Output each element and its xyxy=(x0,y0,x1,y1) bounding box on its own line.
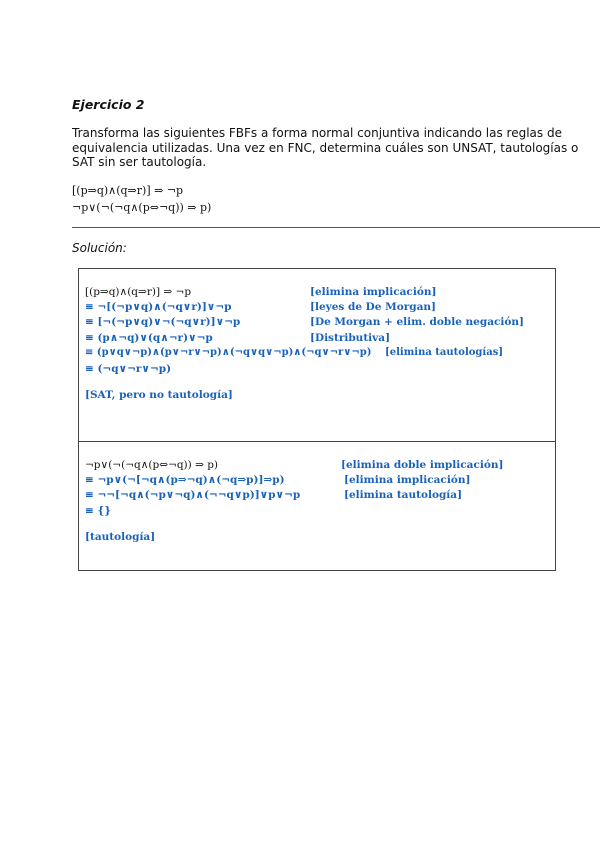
formula-2: ¬p∨(¬(¬q∧(p⇔¬q)) ⇒ p) xyxy=(72,201,212,214)
derivation-formula: ≡ [¬(¬p∨q)∨¬(¬q∨r)]∨¬p xyxy=(85,316,241,328)
derivation-formula: ≡ ¬¬[¬q∧(¬p∨¬q)∧(¬¬q∨p)]∨p∨¬p xyxy=(85,489,301,501)
derivation-formula: ≡ (¬q∨¬r∨¬p) xyxy=(85,363,172,375)
exercise-statement: Transforma las siguientes FBFs a forma normal conjuntiva indicando las reglas de equivalencia utilizadas. Una vez en FNC, determina cuáles son UNSAT, tautologías o SAT sin ser tautología. xyxy=(72,126,579,169)
rule-annotation: [elimina doble implicación] xyxy=(341,459,504,471)
rule-annotation: [elimina implicación] xyxy=(310,286,437,298)
rule-annotation: [elimina tautología] xyxy=(344,489,463,501)
derivation-formula: ≡ (p∨q∨¬p)∧(p∨¬r∨¬p)∧(¬q∨q∨¬p)∧(¬q∨¬r∨¬p) xyxy=(85,347,372,358)
rule-annotation: [elimina tautologías] xyxy=(385,347,504,358)
conclusion: [tautología] xyxy=(85,531,156,543)
rule-annotation: [Distributiva] xyxy=(310,332,391,344)
exercise-title: Ejercicio 2 xyxy=(72,97,145,112)
rule-annotation: [leyes de De Morgan] xyxy=(310,301,437,313)
derivation-formula: ¬p∨(¬(¬q∧(p⇔¬q)) ⇒ p) xyxy=(85,459,219,471)
rule-annotation: [elimina implicación] xyxy=(344,474,471,486)
exercise-formulas xyxy=(72,182,211,216)
conclusion: [SAT, pero no tautología] xyxy=(85,389,233,401)
solution-box-1 xyxy=(78,268,556,442)
rule-annotation: [De Morgan + elim. doble negación] xyxy=(310,316,524,328)
derivation-formula: ≡ (p∧¬q)∨(q∧¬r)∨¬p xyxy=(85,332,213,344)
derivation-formula: ≡ {} xyxy=(85,505,111,517)
derivation-formula: ≡ ¬p∨(¬[¬q∧(p⇒¬q)∧(¬q⇒p)]⇒p) xyxy=(85,474,285,486)
solution-box-2 xyxy=(78,441,556,571)
section-divider xyxy=(72,227,600,228)
derivation-formula: ≡ ¬[(¬p∨q)∧(¬q∨r)]∨¬p xyxy=(85,301,232,313)
solution-label: Solución: xyxy=(72,241,127,255)
formula-1: [(p⇒q)∧(q⇒r)] ⇒ ¬p xyxy=(72,184,184,197)
derivation-formula: [(p⇒q)∧(q⇒r)] ⇒ ¬p xyxy=(85,286,192,298)
